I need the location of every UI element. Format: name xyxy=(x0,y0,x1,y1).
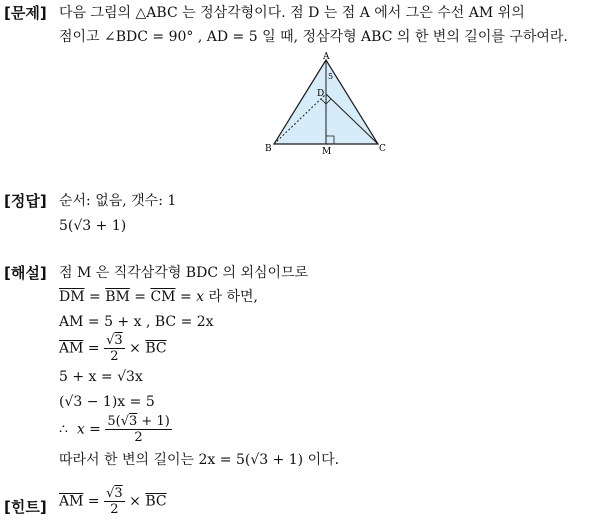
label-b: B xyxy=(265,144,272,154)
explanation-line-2: $\overline{DM} = \overline{BM} = \overline{CM} = x$ 라 하면, xyxy=(59,289,258,305)
hint-line: $\overline{AM}$ = $\frac{√3}{2}$ × $\overline{BC}$ xyxy=(59,486,167,517)
answer-line-2: 5(√3 + 1) xyxy=(59,218,127,234)
explanation-line-6: (√3 − 1)x = 5 xyxy=(59,394,155,410)
explanation-line-7: ∴ x = $\frac{5(√3 + 1)}{2}$ xyxy=(59,414,170,445)
label-m: M xyxy=(322,147,332,156)
explanation-line-5: 5 + x = √3x xyxy=(59,369,143,385)
answer-line-1: 순서: 없음, 갯수: 1 xyxy=(59,193,177,209)
label-seg: 5 xyxy=(328,72,334,81)
explanation-line-1: 점 M 은 직각삼각형 BDC 의 외심이므로 xyxy=(59,265,309,281)
problem-line-1: 다음 그림의 △ABC 는 정삼각형이다. 점 D 는 점 A 에서 그은 수선 AM 위의 xyxy=(59,5,525,21)
triangle-figure xyxy=(262,52,394,156)
explanation-line-3: AM = 5 + x , BC = 2x xyxy=(59,314,214,330)
hint-tag: [힌트] xyxy=(4,498,47,516)
problem-tag: [문제] xyxy=(4,4,47,22)
label-d: D xyxy=(317,89,325,99)
explanation-tag: [해설] xyxy=(4,264,47,282)
label-a: A xyxy=(323,52,330,62)
label-c: C xyxy=(379,144,386,154)
explanation-line-2-tail: 라 하면, xyxy=(208,289,258,305)
explanation-line-4: $\overline{AM}$ = $\frac{√3}{2}$ × $\overline{BC}$ xyxy=(59,333,167,364)
answer-tag: [정답] xyxy=(4,192,47,210)
explanation-line-8: 따라서 한 변의 길이는 2x = 5(√3 + 1) 이다. xyxy=(59,452,340,468)
problem-line-2: 점이고 ∠BDC = 90° , AD = 5 일 때, 정삼각형 ABC 의 한 변의 길이를 구하여라. xyxy=(59,29,568,45)
